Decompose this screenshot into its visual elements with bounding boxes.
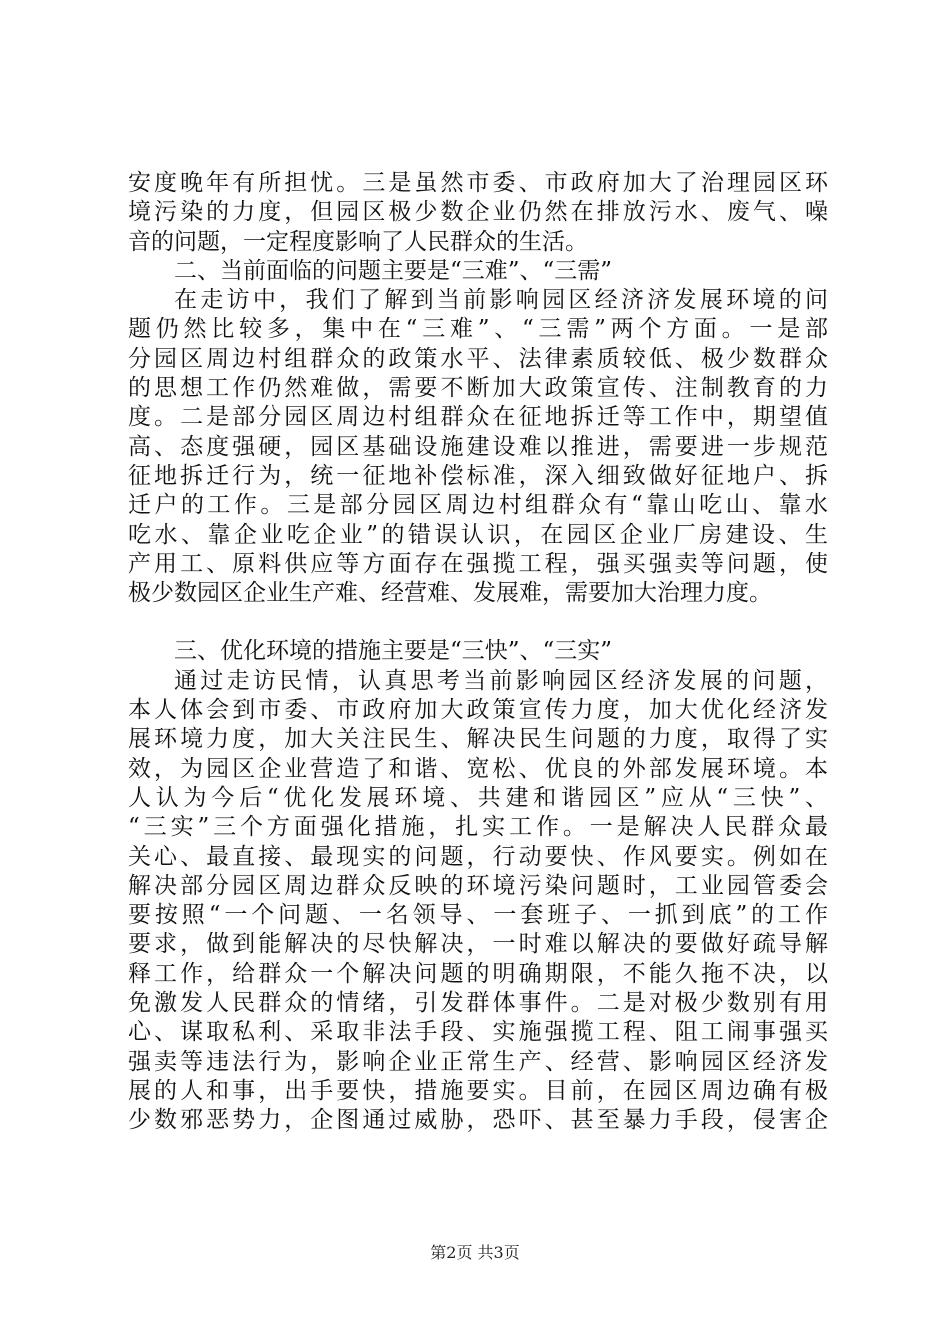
text-line: 关心、最直接、最现实的问题，行动要快、作风要实。例如在	[128, 843, 828, 870]
text-line: 二、当前面临的问题主要是“三难”、“三需”	[174, 257, 613, 284]
paragraph-gap	[128, 608, 828, 637]
page-footer: 第2页 共3页	[430, 1243, 520, 1262]
text-line: 要求，做到能解决的尽快解决，一时难以解决的要做好疏导解	[128, 931, 828, 958]
text-line: 免激发人民群众的情绪，引发群体事件。二是对极少数别有用	[128, 990, 828, 1017]
text-line: 高、态度强硬，园区基础设施建设难以推进，需要进一步规范	[128, 433, 828, 460]
text-line: 展环境力度，加大关注民生、解决民生问题的力度，取得了实	[128, 726, 828, 753]
text-line: 效，为园区企业营造了和谐、宽松、优良的外部发展环境。本	[128, 755, 828, 782]
text-line: 吃水、靠企业吃企业”的错误认识，在园区企业厂房建设、生	[128, 521, 828, 548]
text-line: 解决部分园区周边群众反映的环境污染问题时，工业园管委会	[128, 872, 828, 899]
text-line: 在走访中，我们了解到当前影响园区经济济发展环境的问	[174, 287, 828, 314]
text-line: 音的问题，一定程度影响了人民群众的生活。	[128, 228, 588, 255]
text-line: 展的人和事，出手要快，措施要实。目前，在园区周边确有极	[128, 1077, 828, 1104]
text-line: 极少数园区企业生产难、经营难、发展难，需要加大治理力度。	[128, 580, 772, 607]
text-line: 的思想工作仍然难做，需要不断加大政策宣传、注制教育的力	[128, 375, 828, 402]
text-line: 本人体会到市委、市政府加大政策宣传力度，加大优化经济发	[128, 697, 828, 724]
text-line: 心、谋取私利、采取非法手段、实施强揽工程、阻工闹事强买	[128, 1019, 828, 1046]
text-line: 征地拆迁行为，统一征地补偿标准，深入细致做好征地户、拆	[128, 462, 828, 489]
text-line: 境污染的力度，但园区极少数企业仍然在排放污水、废气、噪	[128, 199, 828, 226]
text-line: “三实”三个方面强化措施，扎实工作。一是解决人民群众最	[128, 814, 828, 841]
text-line: 三、优化环境的措施主要是“三快”、“三实”	[174, 638, 613, 665]
text-line: 安度晚年有所担忧。三是虽然市委、市政府加大了治理园区环	[128, 170, 828, 196]
text-line: 产用工、原料供应等方面存在强揽工程，强买强卖等问题，使	[128, 550, 828, 577]
text-line: 释工作，给群众一个解决问题的明确期限，不能久拖不决，以	[128, 960, 828, 987]
text-line: 分园区周边村组群众的政策水平、法律素质较低、极少数群众	[128, 345, 828, 372]
document-body	[128, 169, 828, 1136]
text-line: 度。二是部分园区周边村组群众在征地拆迁等工作中，期望值	[128, 404, 828, 431]
text-line: 通过走访民情，认真思考当前影响园区经济发展的问题，	[174, 667, 828, 694]
text-line: 少数邪恶势力，企图通过威胁，恐吓、甚至暴力手段，侵害企	[128, 1107, 828, 1134]
text-line: 题仍然比较多，集中在“三难”、“三需”两个方面。一是部	[128, 316, 828, 343]
text-line: 要按照“一个问题、一名领导、一套班子、一抓到底”的工作	[128, 902, 828, 929]
text-line: 迁户的工作。三是部分园区周边村组群众有“靠山吃山、靠水	[128, 492, 828, 519]
text-line: 强卖等违法行为，影响企业正常生产、经营、影响园区经济发	[128, 1048, 828, 1075]
text-line: 人认为今后“优化发展环境、共建和谐园区”应从“三快”、	[128, 784, 828, 811]
